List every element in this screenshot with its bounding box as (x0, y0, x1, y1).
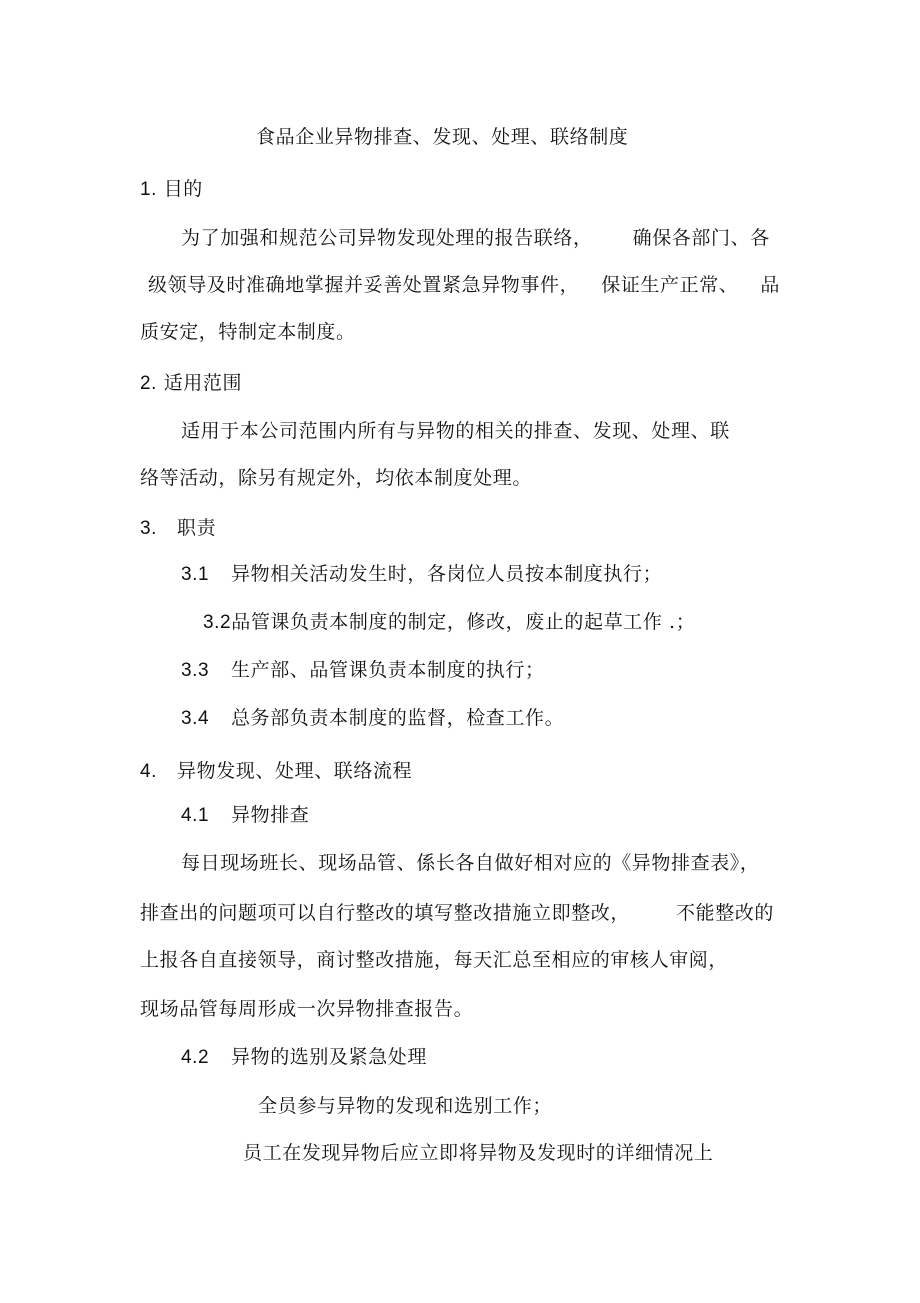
subsection-heading (181, 803, 309, 828)
subsection-heading-text: 异物排查 (231, 804, 310, 826)
inspection-paragraph-line-1: 每日现场班长、现场品管、係长各自做好相对应的《异物排查表》， (181, 852, 760, 874)
section-heading-text: 目的 (163, 178, 203, 200)
duty-item-text: 总务部负责本制度的监督，检查工作。 (231, 707, 565, 729)
subsection-heading (181, 1045, 427, 1070)
section-number: 3. (140, 518, 158, 539)
section-heading-text: 异物发现、处理、联络流程 (177, 760, 413, 782)
duty-item-number: 3.3 (181, 660, 210, 681)
scope-paragraph-line-1: 适用于本公司范围内所有与异物的相关的排查、发现、处理、联 (181, 420, 730, 442)
text-fragment: 品 (760, 274, 781, 296)
document-title: 食品企业异物排查、发现、处理、联络制度 (256, 126, 629, 148)
text-fragment: 确保各部门、各 (632, 227, 770, 249)
duty-item-text: 生产部、品管课负责本制度的执行； (231, 659, 545, 681)
section-number: 2. (140, 373, 158, 394)
sorting-paragraph-line-2: 员工在发现异物后应立即将异物及发现时的详细情况上 (243, 1142, 714, 1164)
duty-item (181, 706, 564, 731)
duty-item (203, 610, 695, 635)
purpose-paragraph-line-1 (181, 226, 770, 250)
section-purpose-heading (140, 177, 203, 202)
inspection-paragraph-line-2 (140, 901, 774, 925)
text-fragment: 级领导及时准确地掌握并妥善处置紧急异物事件， (148, 274, 580, 296)
purpose-paragraph-line-3: 质安定，特制定本制度。 (140, 321, 356, 343)
subsection-number: 4.2 (181, 1047, 210, 1068)
section-number: 4. (140, 761, 158, 782)
text-fragment: 为了加强和规范公司异物发现处理的报告联络， (181, 227, 593, 249)
duty-item-number: 3.4 (181, 708, 210, 729)
inspection-paragraph-line-3: 上报各自直接领导，商讨整改措施，每天汇总至相应的审核人审阅， (140, 949, 729, 971)
section-heading-text: 职责 (177, 517, 217, 539)
section-heading-text: 适用范围 (163, 372, 243, 394)
text-fragment: 排查出的问题项可以自行整改的填写整改措施立即整改， (140, 902, 631, 924)
duty-item-number: 3.2 (203, 612, 232, 633)
text-fragment: 保证生产正常、 (601, 274, 739, 296)
section-process-heading (140, 759, 412, 784)
inspection-paragraph-line-4: 现场品管每周形成一次异物排查报告。 (140, 998, 474, 1020)
subsection-heading-text: 异物的选别及紧急处理 (231, 1046, 428, 1068)
scope-paragraph-line-2: 络等活动，除另有规定外，均依本制度处理。 (140, 467, 533, 489)
duty-item-text: 品管课负责本制度的制定，修改，废止的起草工作 .； (231, 611, 696, 633)
duty-item-number: 3.1 (181, 564, 210, 585)
section-duties-heading (140, 516, 216, 541)
duty-item-text: 异物相关活动发生时，各岗位人员按本制度执行； (231, 563, 663, 585)
duty-item (181, 562, 662, 587)
sorting-paragraph-line-1: 全员参与异物的发现和选别工作； (258, 1095, 553, 1117)
subsection-number: 4.1 (181, 805, 210, 826)
section-scope-heading (140, 371, 242, 396)
duty-item (181, 658, 545, 683)
purpose-paragraph-line-2 (148, 273, 780, 297)
section-number: 1. (140, 179, 158, 200)
text-fragment: 不能整改的 (676, 902, 775, 924)
